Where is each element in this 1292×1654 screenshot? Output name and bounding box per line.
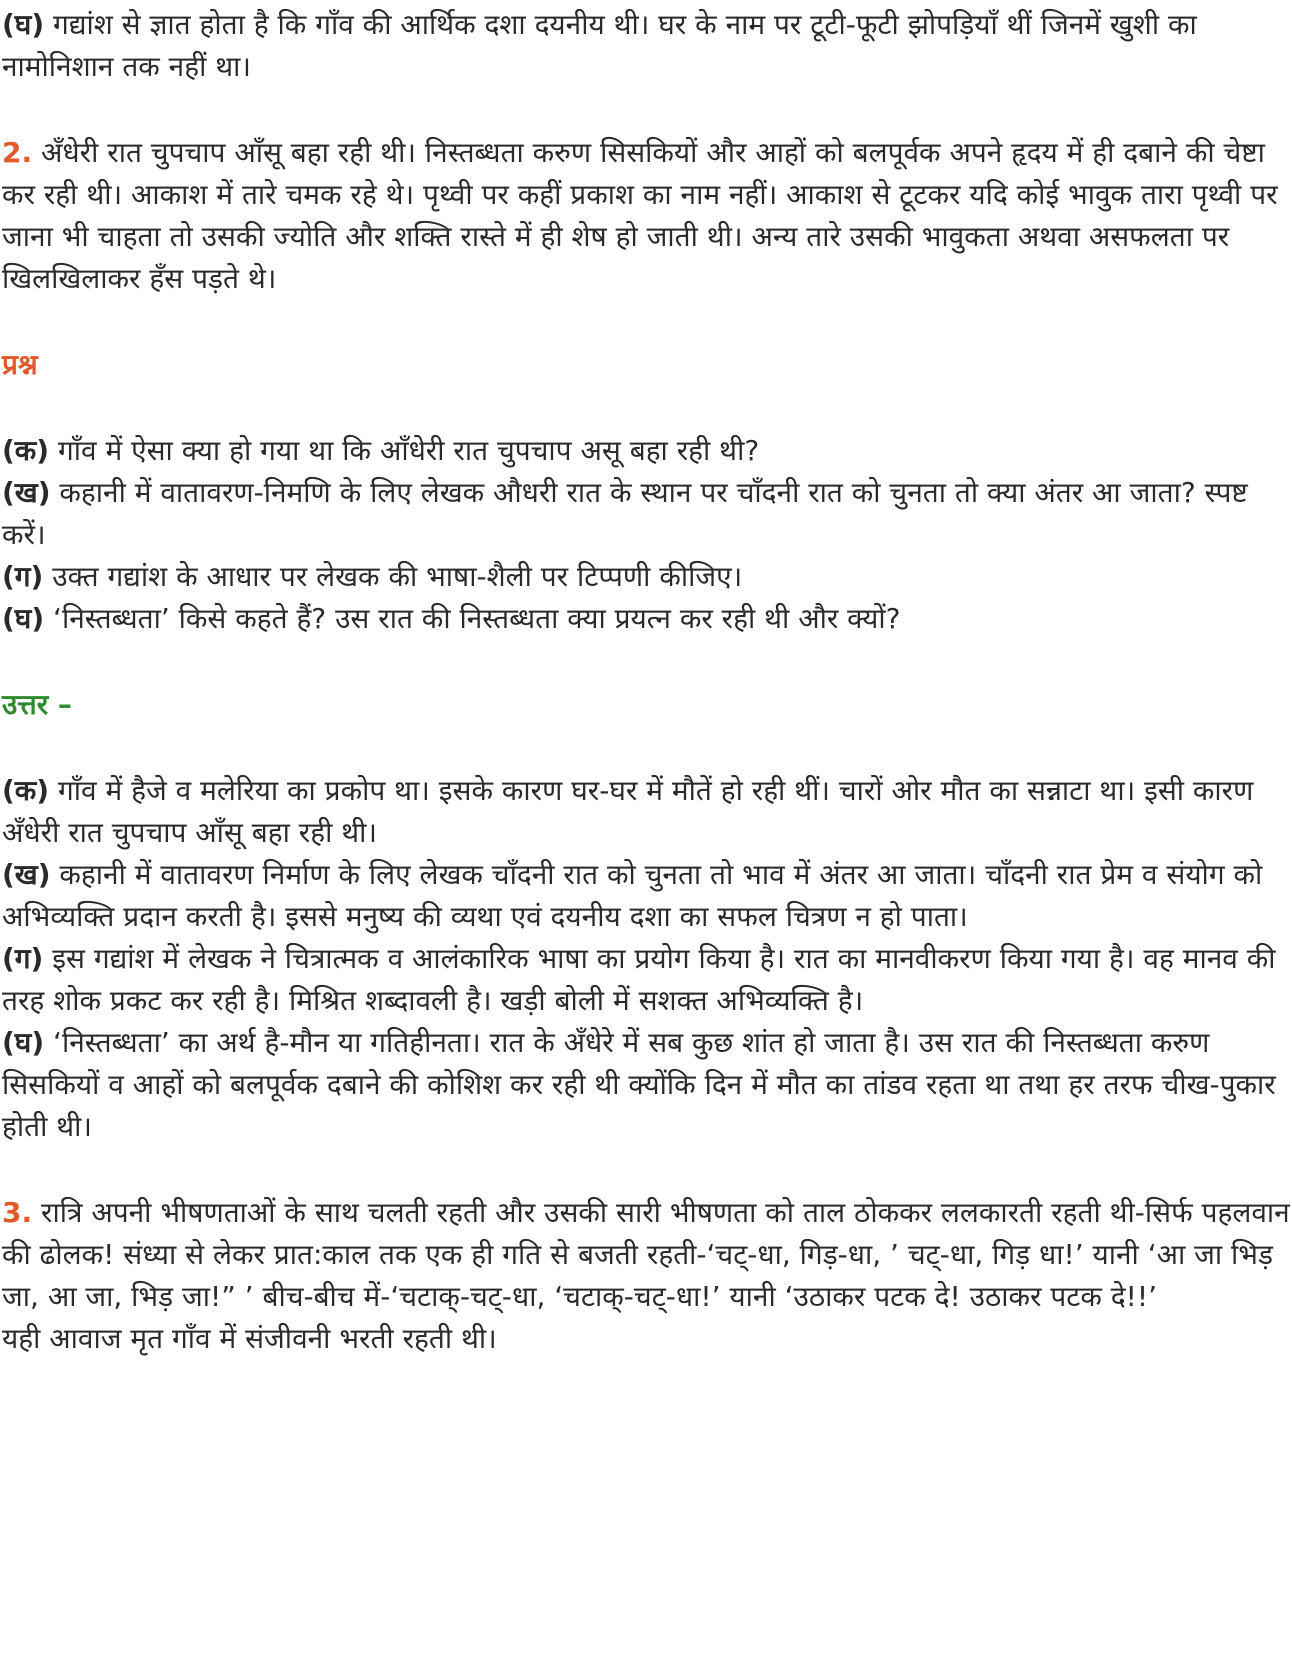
question-label: (ग) xyxy=(2,560,44,593)
answer-label: (ख) xyxy=(2,858,51,891)
spacer xyxy=(2,726,1292,770)
answer-item xyxy=(2,938,1292,1022)
answer-text: गद्यांश से ज्ञात होता है कि गाँव की आर्थिक दशा दयनीय थी। घर के नाम पर टूटी-फूटी झोपड़ियाँ थीं जिनमें खुशी का नामोनिशान तक नहीं था। xyxy=(2,8,1197,83)
answer-text: कहानी में वातावरण निर्माण के लिए लेखक चाँदनी रात को चुनता तो भाव में अंतर आ जाता। चाँदनी रात प्रेम व संयोग को अभिव्यक्ति प्रदान करती है। इससे मनुष्य की व्यथा एवं दयनीय दशा का सफल चित्रण न हो पाता। xyxy=(2,858,1263,933)
question-label: (ख) xyxy=(2,476,51,509)
questions-list xyxy=(2,430,1292,640)
passage-3-last-line: यही आवाज मृत गाँव में संजीवनी भरती रहती थी। xyxy=(2,1322,497,1355)
answer-label: (घ) xyxy=(2,8,45,41)
passage-number: 2. xyxy=(2,136,33,169)
question-item xyxy=(2,430,1292,472)
answer-text: इस गद्यांश में लेखक ने चित्रात्मक व आलंकारिक भाषा का प्रयोग किया है। रात का मानवीकरण किया गया है। वह मानव की तरह शोक प्रकट कर रही है। मिश्रित शब्दावली है। खड़ी बोली में सशक्त अभिव्यक्ति है। xyxy=(2,942,1276,1017)
answer-text: गाँव में हैजे व मलेरिया का प्रकोप था। इसके कारण घर-घर में मौतें हो रही थीं। चारों ओर मौत का सन्नाटा था। इसी कारण अँधेरी रात चुपचाप आँसू बहा रही थी। xyxy=(2,774,1254,849)
answer-item xyxy=(2,1022,1292,1148)
answers-heading: उत्तर – xyxy=(2,688,72,721)
spacer xyxy=(2,386,1292,430)
spacer xyxy=(2,88,1292,132)
question-text: कहानी में वातावरण-निमणि के लिए लेखक औधरी रात के स्थान पर चाँदनी रात को चुनता तो क्या अंतर आ जाता? स्पष्ट करें। xyxy=(2,476,1248,551)
question-text: उक्त गद्यांश के आधार पर लेखक की भाषा-शैली पर टिप्पणी कीजिए। xyxy=(43,560,743,593)
question-item xyxy=(2,472,1292,556)
passage-text: अँधेरी रात चुपचाप आँसू बहा रही थी। निस्तब्धता करुण सिसकियों और आहों को बलपूर्वक अपने हृदय में ही दबाने की चेष्टा कर रही थी। आकाश में तारे चमक रहे थे। पृथ्वी पर कहीं प्रकाश का नाम नहीं। आकाश से टूटकर यदि कोई भावुक तारा पृथ्वी पर जाना भी चाहता तो उसकी ज्योति और शक्ति रास्ते में ही शेष हो जाती थी। अन्य तारे उसकी भावुकता अथवा असफलता पर खिलखिलाकर हँस पड़ते थे। xyxy=(2,136,1278,295)
passage-number: 3. xyxy=(2,1196,33,1229)
answers-list xyxy=(2,770,1292,1148)
question-label: (क) xyxy=(2,434,50,467)
intro-answer xyxy=(2,4,1292,88)
spacer xyxy=(2,640,1292,684)
passage-text: रात्रि अपनी भीषणताओं के साथ चलती रहती और उसकी सारी भीषणता को ताल ठोककर ललकारती रहती थी-सिर्फ पहलवान की ढोलक! संध्या से लेकर प्रात:काल तक एक ही गति से बजती रहती-‘चट्-धा, गिड़-धा, ’ चट्-धा, गिड़ धा!’ यानी ‘आ जा भिड़ जा, आ जा, भिड़ जा!” ’ बीच-बीच में-‘चटाक्-चट्-धा, ‘चटाक्-चट्-धा!’ यानी ‘उठाकर पटक दे! उठाकर पटक दे!!’ xyxy=(2,1196,1290,1313)
question-label: (घ) xyxy=(2,602,45,635)
answer-item xyxy=(2,770,1292,854)
question-text: ‘निस्तब्धता’ किसे कहते हैं? उस रात की निस्तब्धता क्या प्रयत्न कर रही थी और क्यों? xyxy=(44,602,901,635)
question-item xyxy=(2,556,1292,598)
question-item xyxy=(2,598,1292,640)
answer-item xyxy=(2,854,1292,938)
question-text: गाँव में ऐसा क्या हो गया था कि आँधेरी रात चुपचाप असू बहा रही थी? xyxy=(49,434,760,467)
passage-3 xyxy=(2,1192,1292,1318)
questions-heading: प्रश्न xyxy=(2,348,38,381)
passage-2 xyxy=(2,132,1292,300)
answer-label: (ग) xyxy=(2,942,44,975)
spacer xyxy=(2,300,1292,344)
spacer xyxy=(2,1148,1292,1192)
answer-label: (क) xyxy=(2,774,50,807)
answer-text: ‘निस्तब्धता’ का अर्थ है-मौन या गतिहीनता। रात के अँधेरे में सब कुछ शांत हो जाता है। उस रात की निस्तब्धता करुण सिसकियों व आहों को बलपूर्वक दबाने की कोशिश कर रही थी क्योंकि दिन में मौत का तांडव रहता था तथा हर तरफ चीख-पुकार होती थी। xyxy=(2,1026,1276,1143)
answer-label: (घ) xyxy=(2,1026,45,1059)
